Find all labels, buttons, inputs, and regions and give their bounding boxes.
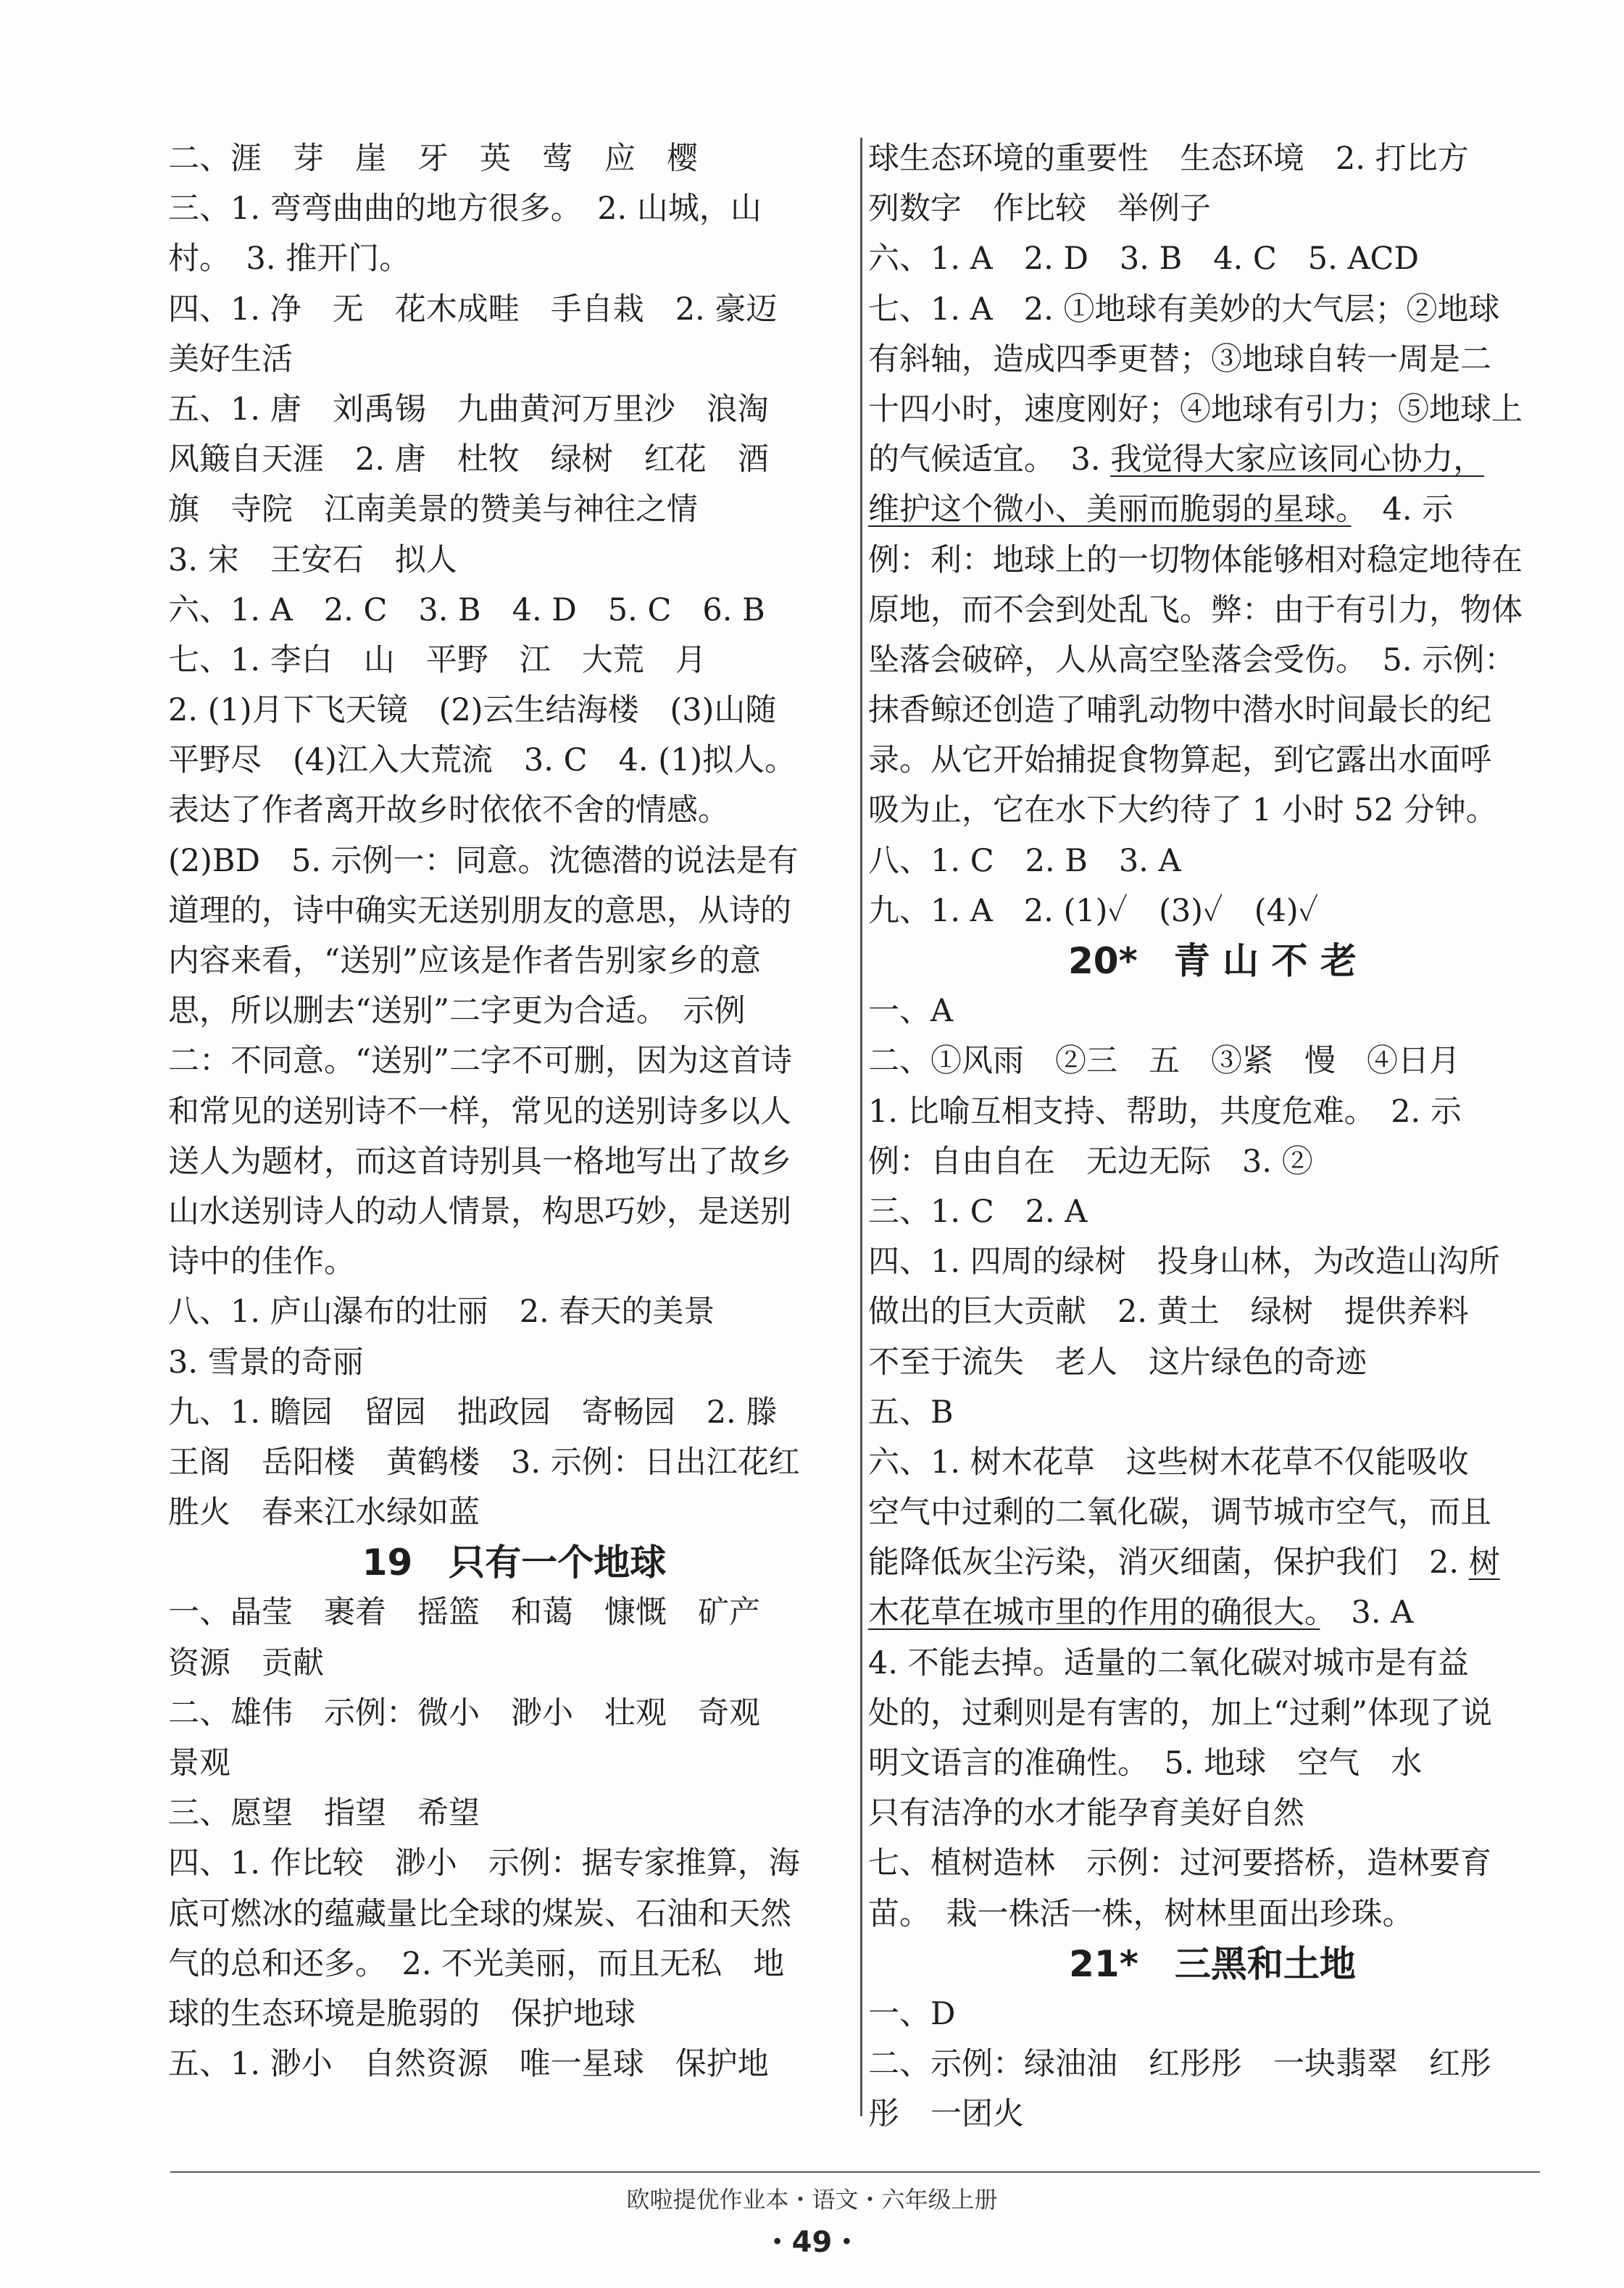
right-lines: [868, 134, 1557, 435]
answer-line: 九、1. 瞻园 留园 拙政园 寄畅园 2. 滕: [168, 1394, 778, 1431]
answer-line: 苗。 栽一株活一株，树林里面出珍珠。: [868, 1895, 1414, 1932]
answer-line: 王阁 岳阳楼 黄鹤楼 3. 示例：日出江花红: [168, 1444, 800, 1481]
answer-line: 四、1. 四周的绿树 投身山林，为改造山沟所: [868, 1244, 1500, 1281]
answer-line: 二、示例：绿油油 红彤彤 一块翡翠 红彤: [868, 2046, 1491, 2083]
lesson-20-heading: 20* 青 山 不 老: [1068, 940, 1357, 982]
answer-line: 吸为止，它在水下大约待了 1 小时 52 分钟。: [868, 792, 1497, 829]
answer-line: 九、1. A 2. (1)✓ (3)✓ (4)✓: [868, 892, 1319, 929]
lesson-19-heading: 19 只有一个地球: [362, 1542, 667, 1584]
answer-line: 村。 3. 推开门。: [168, 241, 411, 278]
answer-line: 旗 寺院 江南美景的赞美与神往之情: [168, 491, 698, 528]
answer-line: 送人为题材，而这首诗别具一格地写出了故乡: [168, 1143, 791, 1180]
answer-line: 四、1. 净 无 花木成畦 手自栽 2. 豪迈: [168, 291, 778, 328]
answer-line: 内容来看，“送别”应该是作者告别家乡的意: [168, 943, 761, 979]
answer-line: 做出的巨大贡献 2. 黄土 绿树 提供养料: [868, 1294, 1469, 1331]
answer-line: 3. 宋 王安石 拟人: [168, 541, 457, 578]
answer-line: 空气中过剩的二氧化碳，调节城市空气，而且: [868, 1494, 1491, 1531]
underlined-answer: 树: [1468, 1544, 1500, 1581]
lesson-21-heading: 21* 三黑和土地: [1069, 1942, 1356, 1985]
answer-line: 七、1. A 2. ①地球有美妙的大气层；②地球: [868, 291, 1500, 328]
answer-line: (2)BD 5. 示例一：同意。沈德潜的说法是有: [168, 842, 799, 879]
answer-line: 五、B: [868, 1394, 954, 1431]
answer-line: 木花草在城市里的作用的确很大。 3. A: [868, 1594, 1414, 1631]
answer-line: 例：利：地球上的一切物体能够相对稳定地待在: [868, 541, 1523, 578]
answer-line: 三、1. C 2. A: [868, 1193, 1088, 1230]
answer-line: 维护这个微小、美丽而脆弱的星球。 4. 示: [868, 491, 1454, 528]
answer-line: 球的生态环境是脆弱的 保护地球: [168, 1995, 636, 2032]
underlined-answer: 我觉得大家应该同心协力，: [1110, 441, 1485, 478]
answer-line: 例：自由自在 无边无际 3. ②: [868, 1143, 1313, 1180]
answer-line: 不至于流失 老人 这片绿色的奇迹: [868, 1344, 1367, 1381]
answer-line: 诗中的佳作。: [168, 1244, 355, 1281]
answer-line: 彤 一团火: [868, 2096, 1024, 2133]
answer-line: 八、1. 庐山瀑布的壮丽 2. 春天的美景: [168, 1294, 715, 1331]
answer-line: 底可燃冰的蕴藏量比全球的煤炭、石油和天然: [168, 1895, 791, 1932]
right-lines-b: [868, 536, 1557, 937]
answer-line: 一、D: [868, 1995, 956, 2032]
answer-line: 气的总和还多。 2. 不光美丽，而且无私 地: [168, 1945, 785, 1982]
answer-line: 只有洁净的水才能孕育美好自然: [868, 1795, 1304, 1832]
answer-line: 能降低灰尘污染，消灭细菌，保护我们 2. 树: [868, 1544, 1500, 1581]
answer-line: 的气候适宜。 3. 我觉得大家应该同心协力，: [868, 441, 1485, 478]
answer-line: 列数字 作比较 举例子: [868, 191, 1211, 228]
answer-line: 美好生活: [168, 341, 293, 378]
answer-line: 四、1. 作比较 渺小 示例：据专家推算，海: [168, 1845, 800, 1882]
answer-line: 六、1. 树木花草 这些树木花草不仅能吸收: [868, 1444, 1469, 1481]
answer-line: 山水送别诗人的动人情景，构思巧妙，是送别: [168, 1193, 791, 1230]
answer-line: 十四小时，速度刚好；④地球有引力；⑤地球上: [868, 391, 1523, 428]
answer-line: 录。从它开始捕捉食物算起，到它露出水面呼: [868, 742, 1491, 779]
answer-line: 抹香鲸还创造了哺乳动物中潜水时间最长的纪: [868, 692, 1491, 729]
underlined-answer: 维护这个微小、美丽而脆弱的星球。: [868, 491, 1352, 528]
right-lines-e: [868, 1989, 1557, 2140]
left-lines: [168, 134, 860, 1538]
right-column: [868, 134, 1557, 2140]
answer-line: 五、1. 唐 刘禹锡 九曲黄河万里沙 浪淘: [168, 391, 769, 428]
right-lines-c: [868, 986, 1557, 1538]
answer-line: 球生态环境的重要性 生态环境 2. 打比方: [868, 141, 1469, 177]
answer-line: 三、1. 弯弯曲曲的地方很多。 2. 山城，山: [168, 191, 762, 228]
answer-line: 胜火 春来江水绿如蓝: [168, 1494, 480, 1531]
answer-line: 一、晶莹 裹着 摇篮 和蔼 慷慨 矿产: [168, 1594, 760, 1631]
answer-line: 六、1. A 2. D 3. B 4. C 5. ACD: [868, 241, 1419, 278]
column-divider: [860, 138, 862, 2116]
answer-line: 七、植树造林 示例：过河要搭桥，造林要育: [868, 1845, 1491, 1882]
answer-line: 和常见的送别诗不一样，常见的送别诗多以人: [168, 1093, 791, 1130]
answer-line: 二、雄伟 示例：微小 渺小 壮观 奇观: [168, 1694, 760, 1731]
answer-line: 原地，而不会到处乱飞。弊：由于有引力，物体: [868, 591, 1523, 628]
footer-rule: [170, 2171, 1540, 2173]
answer-line: 风簸自天涯 2. 唐 杜牧 绿树 红花 酒: [168, 441, 769, 478]
answer-line: 3. 雪景的奇丽: [168, 1344, 364, 1381]
answer-line: 1. 比喻互相支持、帮助，共度危难。 2. 示: [868, 1093, 1462, 1130]
answer-line: 思，所以删去“送别”二字更为合适。 示例: [168, 993, 746, 1030]
left-column: [168, 134, 860, 2089]
answer-line: 4. 不能去掉。适量的二氧化碳对城市是有益: [868, 1644, 1469, 1681]
answer-line: 2. (1)月下飞天镜 (2)云生结海楼 (3)山随: [168, 692, 777, 729]
answer-line: 资源 贡献: [168, 1644, 324, 1681]
left-lines-2: [168, 1588, 860, 2089]
answer-line: 二：不同意。“送别”二字不可删，因为这首诗: [168, 1043, 792, 1080]
answer-line: 二、涯 芽 崖 牙 英 莺 应 樱: [168, 141, 698, 177]
answer-line: 有斜轴，造成四季更替；③地球自转一周是二: [868, 341, 1491, 378]
underlined-answer: 木花草在城市里的作用的确很大。: [868, 1594, 1320, 1631]
answer-line: 七、1. 李白 山 平野 江 大荒 月: [168, 641, 707, 678]
answer-line: 平野尽 (4)江入大荒流 3. C 4. (1)拟人。: [168, 742, 796, 779]
answer-line: 处的，过剩则是有害的，加上“过剩”体现了说: [868, 1694, 1492, 1731]
answer-line: 五、1. 渺小 自然资源 唯一星球 保护地: [168, 2046, 769, 2083]
answer-line: 明文语言的准确性。 5. 地球 空气 水: [868, 1745, 1423, 1781]
answer-line: 三、愿望 指望 希望: [168, 1795, 480, 1832]
answer-line: 二、①风雨 ②三 五 ③紧 慢 ④日月: [868, 1043, 1460, 1080]
answer-line: 表达了作者离开故乡时依依不舍的情感。: [168, 792, 729, 829]
right-lines-d: [868, 1639, 1557, 1939]
answer-line: 坠落会破碎，人从高空坠落会受伤。 5. 示例：: [868, 641, 1516, 678]
answer-line: 八、1. C 2. B 3. A: [868, 842, 1181, 879]
answer-line: 景观: [168, 1745, 230, 1781]
page-number: ・49・: [762, 2226, 862, 2259]
answer-line: 六、1. A 2. C 3. B 4. D 5. C 6. B: [168, 591, 765, 628]
answer-line: 一、A: [868, 993, 954, 1030]
footer-book-title: 欧啦提优作业本・语文・六年级上册: [626, 2186, 998, 2213]
answer-line: 道理的，诗中确实无送别朋友的意思，从诗的: [168, 892, 791, 929]
